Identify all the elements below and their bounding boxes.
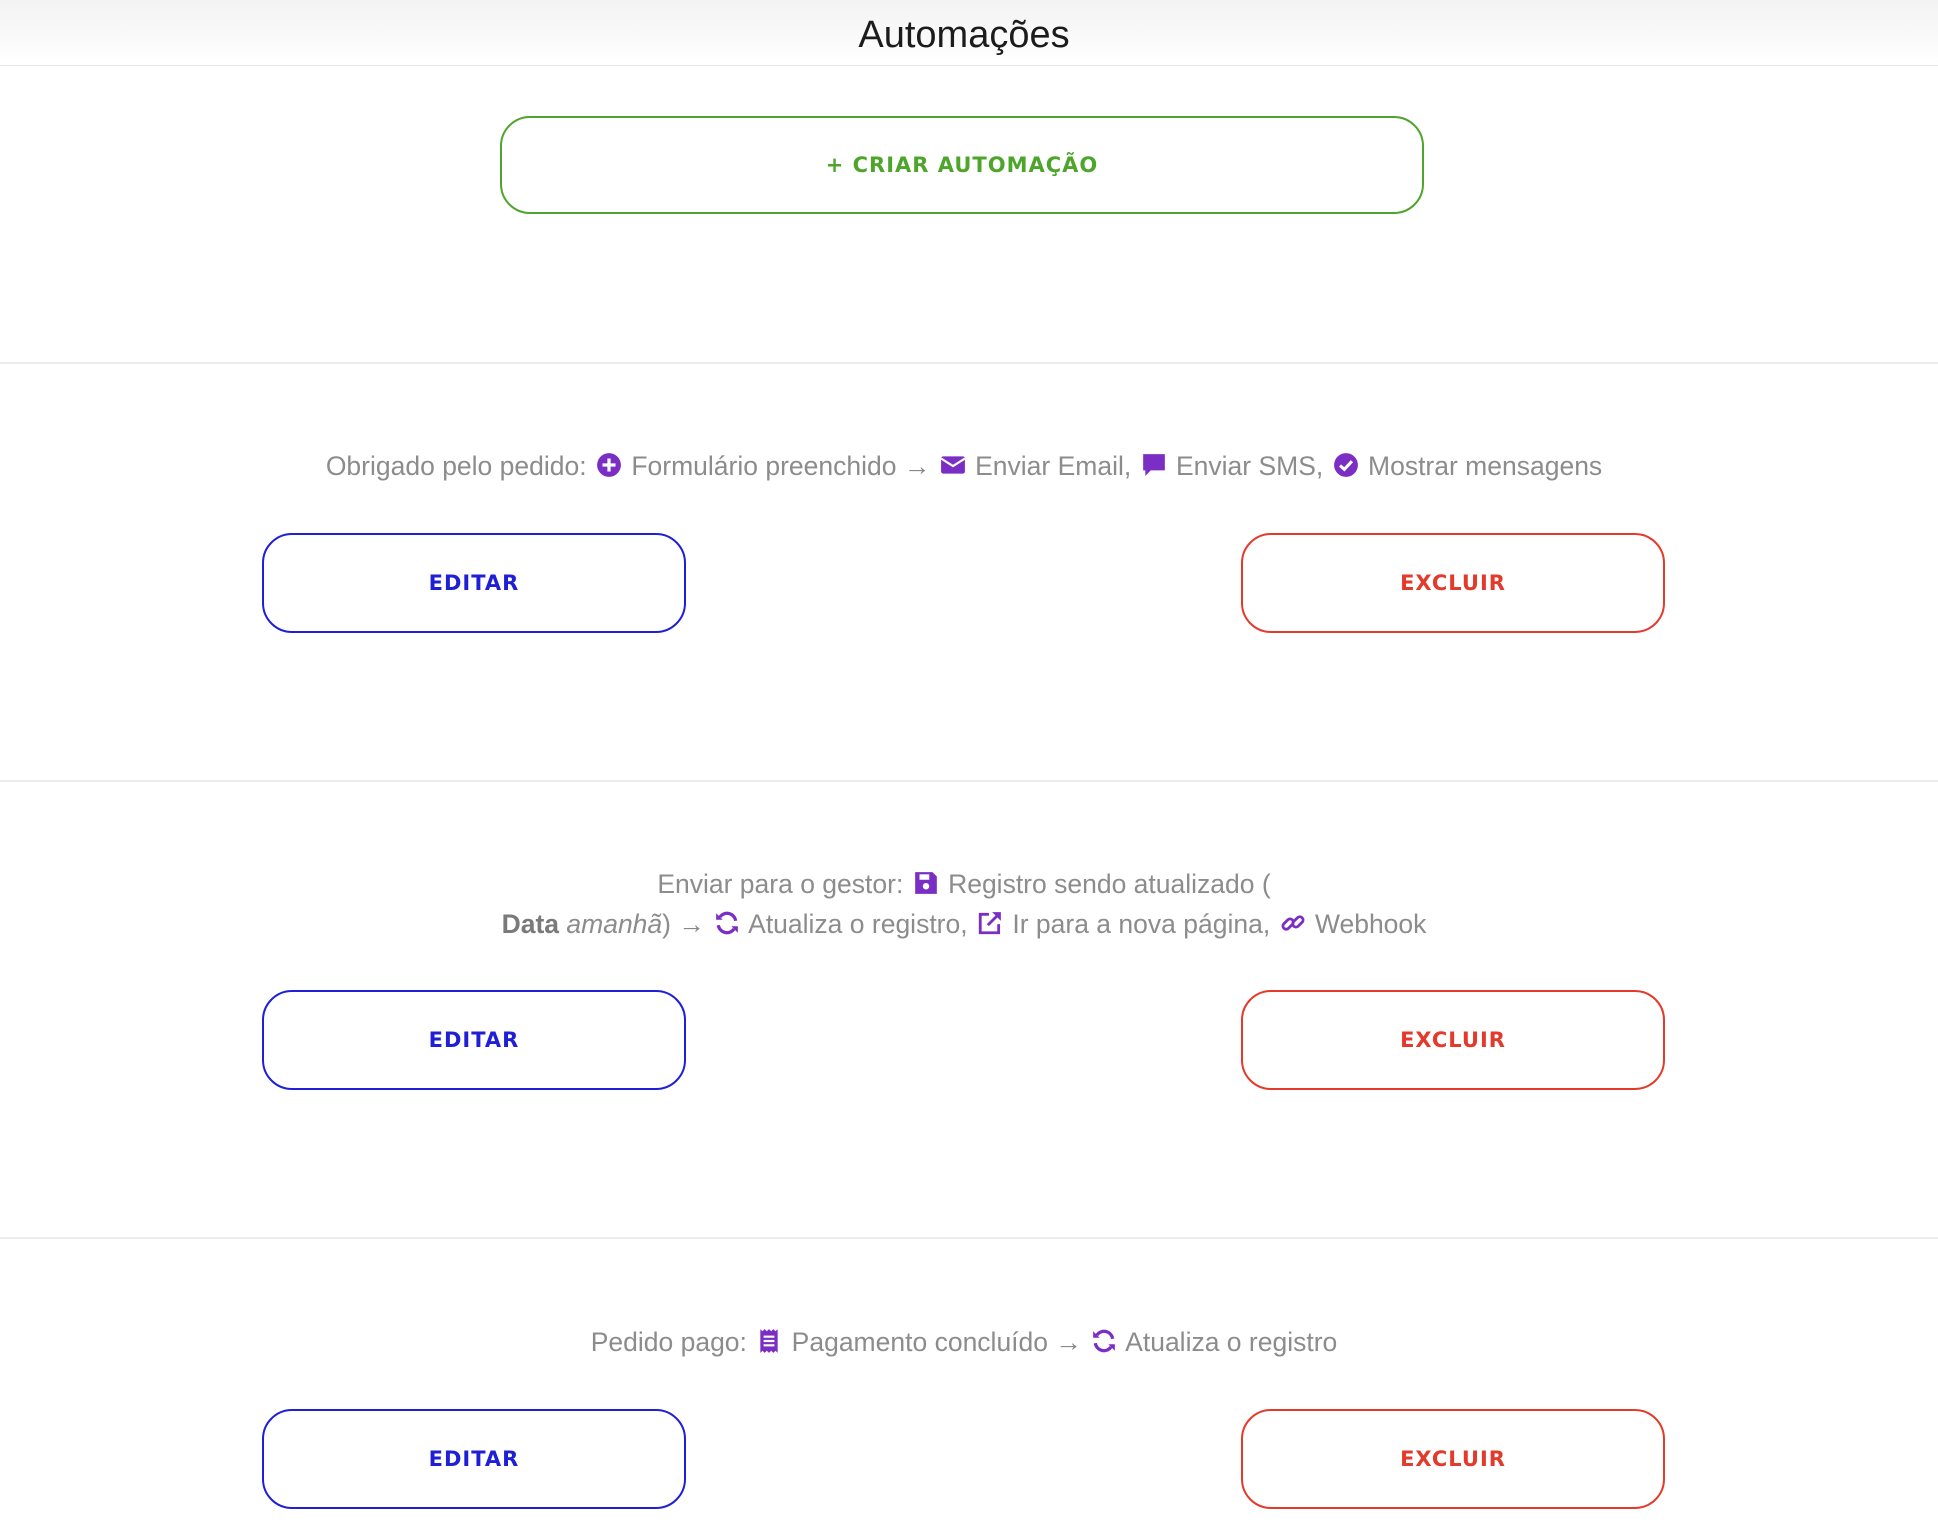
action-label: Mostrar mensagens <box>1368 451 1603 481</box>
automation-name: Enviar para o gestor: <box>657 869 904 899</box>
page-title: Automações <box>858 14 1070 56</box>
link-icon <box>1280 910 1306 936</box>
arrow-icon: → <box>1055 1327 1082 1357</box>
edit-button[interactable]: EDITAR <box>262 990 686 1090</box>
sync-icon <box>714 910 740 936</box>
automation-name: Pedido pago: <box>590 1327 747 1357</box>
arrow-icon: → <box>678 909 705 939</box>
delete-button[interactable]: EXCLUIR <box>1241 990 1665 1090</box>
action-label: Enviar Email, <box>975 451 1132 481</box>
divider <box>0 780 1938 782</box>
external-link-icon <box>977 910 1003 936</box>
condition-field: Data <box>501 909 560 939</box>
page-header <box>0 0 1938 66</box>
plus-circle-icon <box>596 452 622 478</box>
automation-description <box>0 1322 1928 1362</box>
edit-button[interactable]: EDITAR <box>262 1409 686 1509</box>
check-circle-icon <box>1333 452 1359 478</box>
divider <box>0 1237 1938 1239</box>
automation-name: Obrigado pelo pedido: <box>325 451 587 481</box>
automation-trigger: Formulário preenchido <box>631 451 897 481</box>
condition-close: ) <box>662 909 671 939</box>
edit-button[interactable]: EDITAR <box>262 533 686 633</box>
delete-button[interactable]: EXCLUIR <box>1241 533 1665 633</box>
automation-trigger: Registro sendo atualizado ( <box>948 869 1271 899</box>
automation-description <box>0 864 1928 944</box>
arrow-icon: → <box>903 451 931 481</box>
save-icon <box>913 870 939 896</box>
receipt-icon <box>756 1328 782 1354</box>
automation-description <box>0 446 1928 486</box>
action-label: Atualiza o registro, <box>748 909 968 939</box>
action-label: Webhook <box>1314 909 1427 939</box>
automation-trigger: Pagamento concluído <box>791 1327 1049 1357</box>
divider <box>0 362 1938 364</box>
comment-icon <box>1141 452 1167 478</box>
create-automation-button[interactable]: + CRIAR AUTOMAÇÃO <box>500 116 1424 214</box>
sync-icon <box>1091 1328 1117 1354</box>
action-label: Ir para a nova página, <box>1012 909 1271 939</box>
delete-button[interactable]: EXCLUIR <box>1241 1409 1665 1509</box>
envelope-icon <box>940 452 966 478</box>
action-label: Enviar SMS, <box>1175 451 1324 481</box>
condition-value: amanhã <box>566 909 663 939</box>
action-label: Atualiza o registro <box>1125 1327 1338 1357</box>
